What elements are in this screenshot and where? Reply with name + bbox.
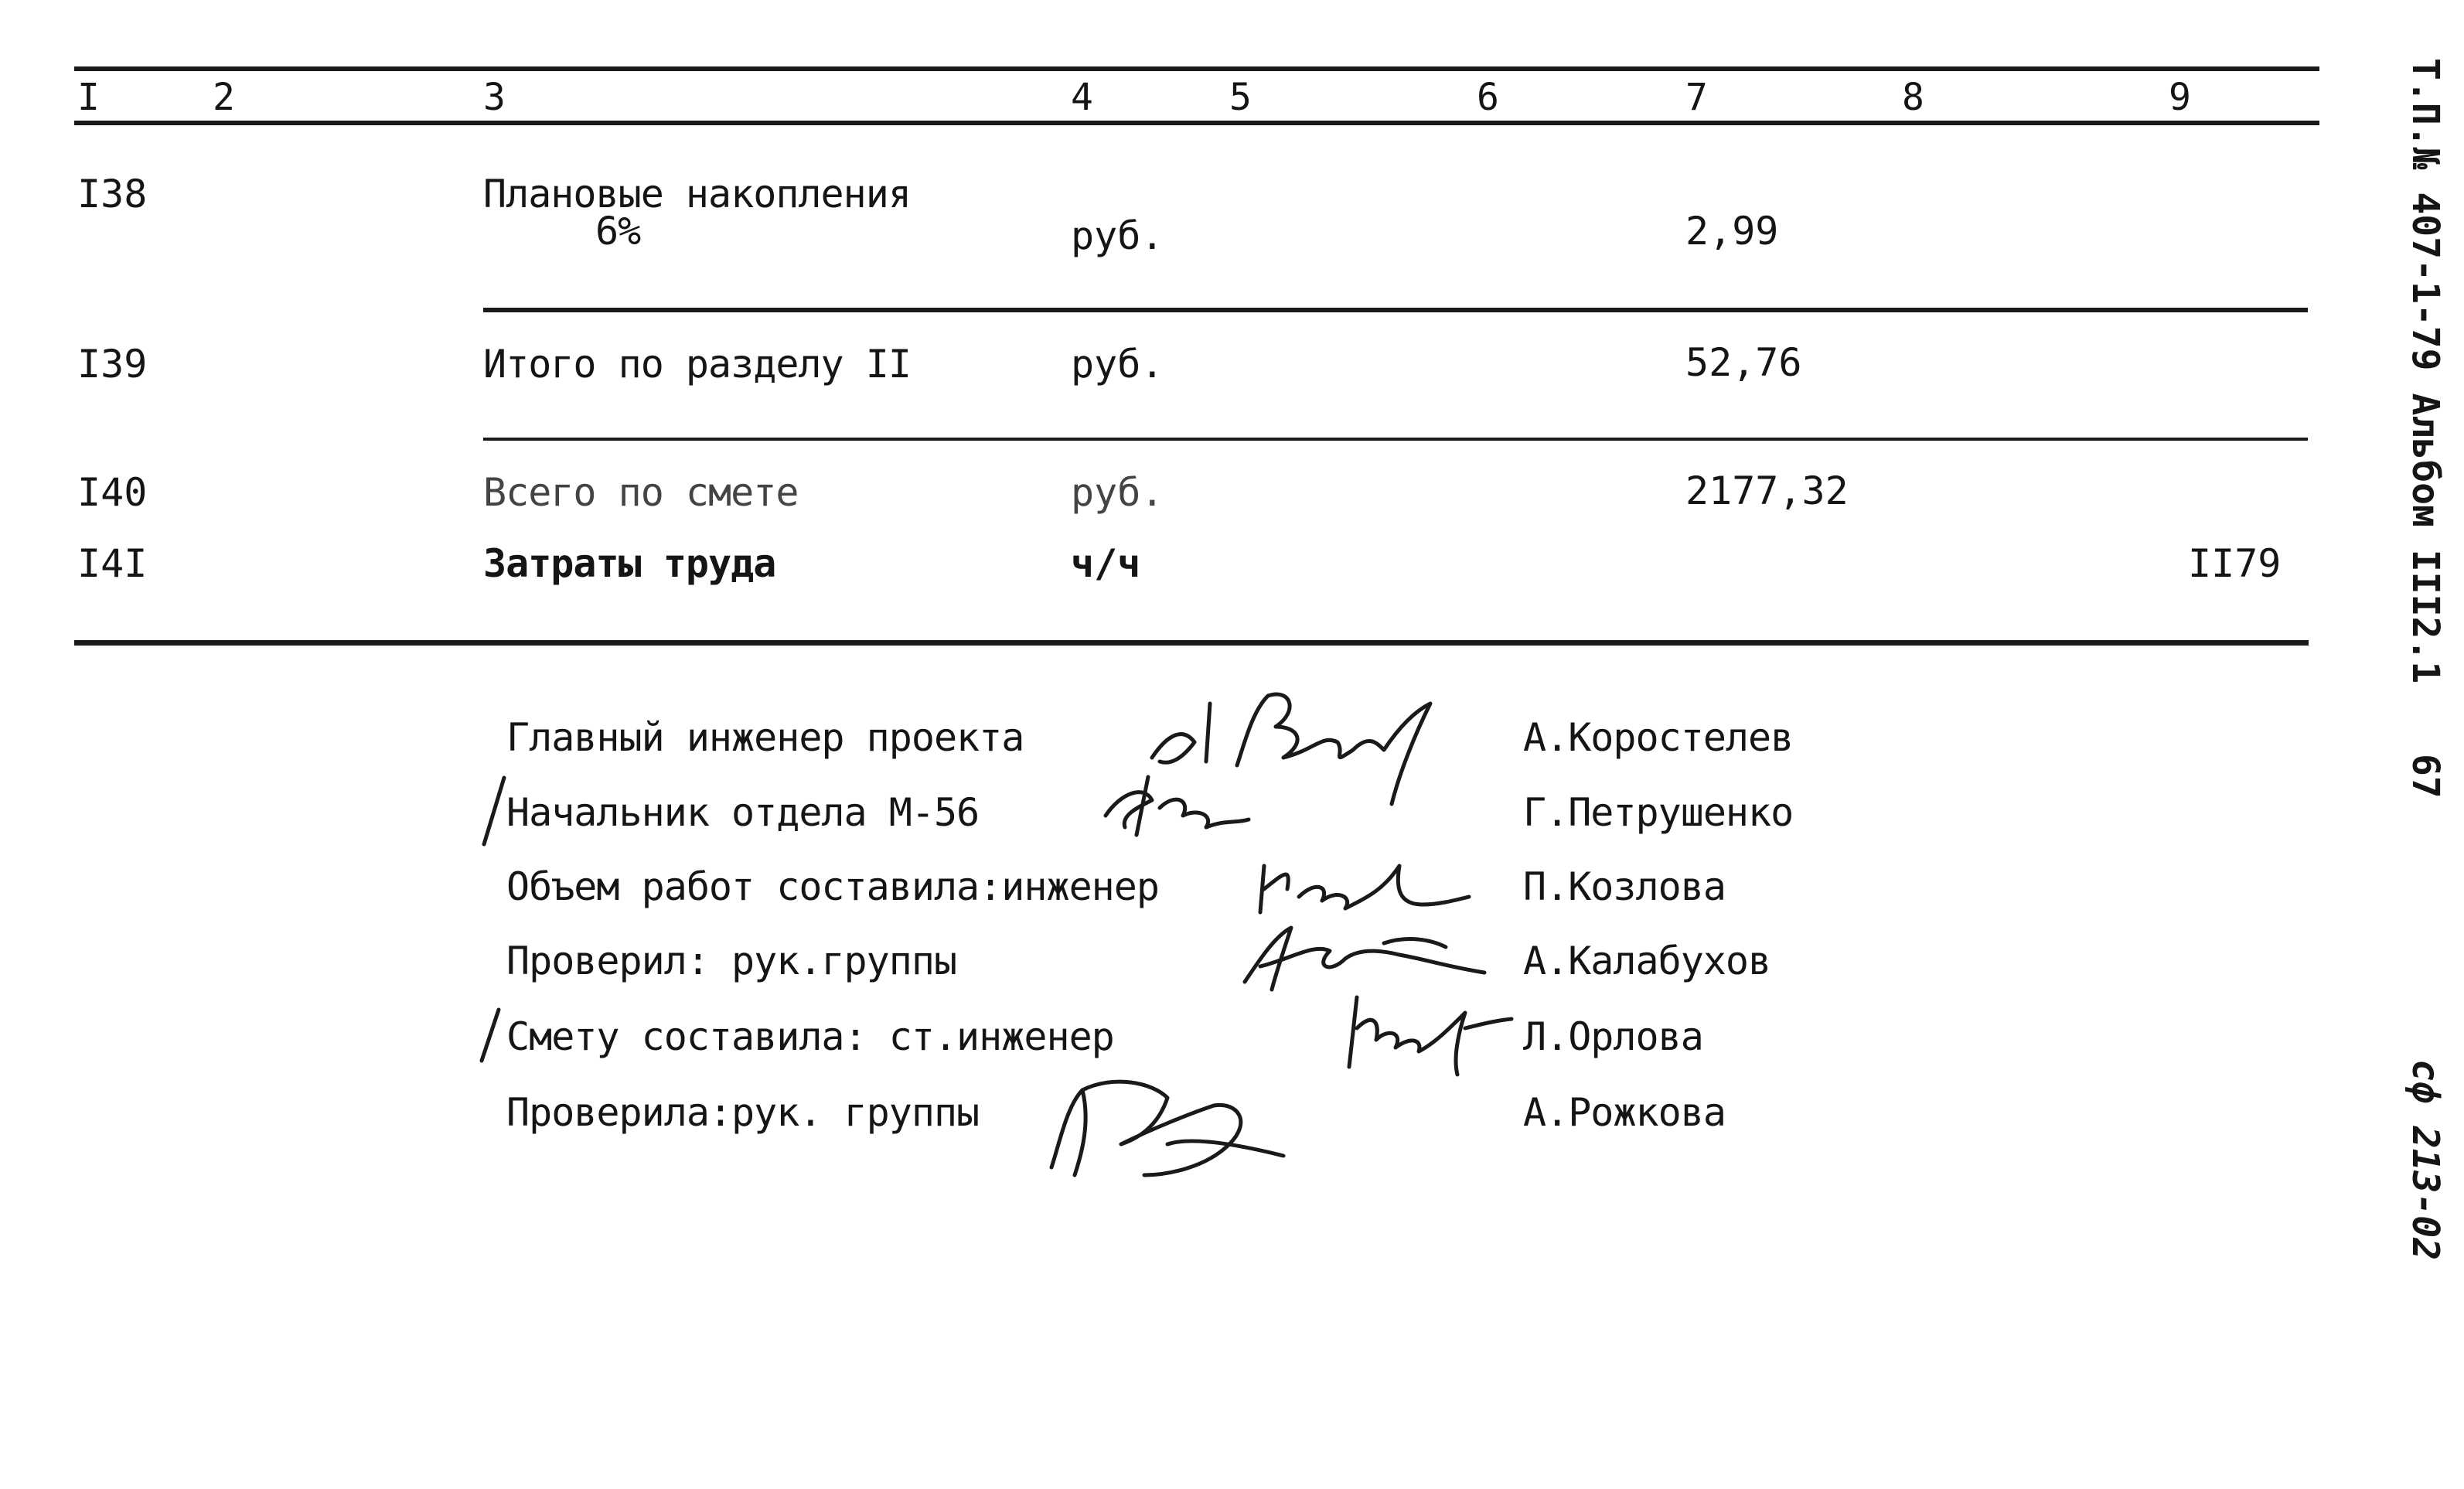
header-bottom-rule [74,121,2319,125]
signature-name: А.Рожкова [1523,1090,1726,1135]
unit: ч/ч [1071,541,1141,586]
item-name: Всего по смете [483,470,799,515]
column-number: 7 [1685,76,1708,119]
signature-role: Главный инженер проекта [506,715,1024,760]
signature-name: Г.Петрушенко [1523,790,1794,835]
signature-name: П.Козлова [1523,864,1726,909]
column-number: 2 [213,76,235,119]
item-name: Итого по разделу II [483,342,911,387]
signature-name: А.Коростелев [1523,715,1794,760]
table-top-rule [74,66,2319,71]
unit: руб. [1071,342,1164,387]
row-number: I39 [77,342,148,387]
column-number: 3 [483,76,506,119]
signature-role: Проверил: рук.группы [506,939,957,983]
signature-name: Л.Орлова [1523,1014,1703,1059]
item-name: Плановые накопления [483,172,911,216]
value: 2177,32 [1685,469,1849,513]
item-name-sub: 6% [595,209,641,254]
signature-role: Начальник отдела М-56 [506,790,980,835]
column-number: 8 [1902,76,1924,119]
item-name: Затраты труда [483,541,776,586]
margin-tick-mark [475,1005,506,1067]
column-number: I [77,76,100,119]
document-reference: Т.П.№ 407-1-79 Альбом III2.1 [2404,58,2447,684]
page-number: 67 [2404,754,2447,799]
margin-tick-mark [479,773,510,850]
handwritten-signature [1334,982,1519,1082]
value: 52,76 [1685,340,1802,385]
row-number: I38 [77,172,148,216]
column-number: 9 [2169,76,2191,119]
unit: руб. [1071,213,1164,258]
signature-name: А.Калабухов [1523,939,1771,983]
row-number: I4I [77,541,148,586]
handwritten-signature [1090,762,1260,847]
labor-value: II79 [2188,541,2282,586]
row-divider [483,438,2308,441]
unit: руб. [1071,470,1164,515]
row-number: I40 [77,470,148,515]
row-divider [483,308,2308,312]
signature-role: Проверила:рук. группы [506,1090,980,1135]
signature-role: Объем работ составила:инженер [506,864,1159,909]
archive-stamp: сф 213-02 [2404,1059,2447,1261]
handwritten-signature [1036,1059,1314,1191]
column-number: 6 [1477,76,1499,119]
table-bottom-rule [74,640,2309,646]
column-number: 4 [1071,76,1093,119]
value: 2,99 [1685,209,1779,254]
signature-role: Смету составила: ст.инженер [506,1014,1114,1059]
column-number: 5 [1229,76,1252,119]
handwritten-signature [1245,843,1477,920]
